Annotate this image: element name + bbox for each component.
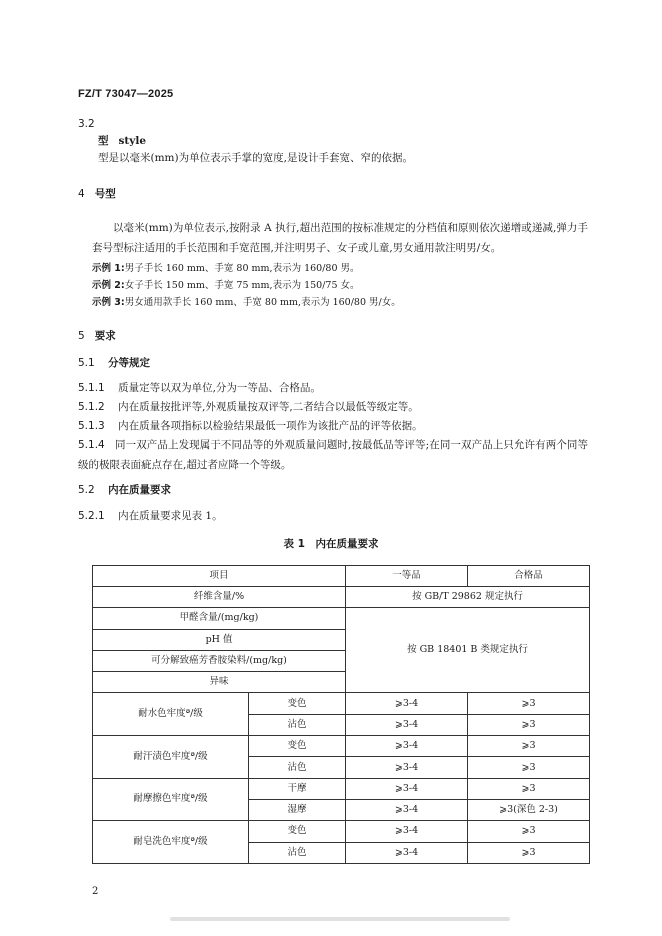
grade1-value: ⩾3-4 bbox=[346, 821, 468, 842]
term-definition: 型是以毫米(mm)为单位表示手掌的宽度,是设计手套宽、窄的依据。 bbox=[98, 152, 413, 164]
term-en: style bbox=[118, 135, 147, 147]
sub-item: 干摩 bbox=[249, 778, 346, 799]
section-5-2-heading bbox=[78, 482, 171, 498]
section-5-2-title: 内在质量要求 bbox=[108, 484, 172, 496]
section-5-1-heading bbox=[78, 355, 150, 371]
header-qualified: 合格品 bbox=[468, 566, 590, 587]
table-row bbox=[93, 736, 590, 757]
odor-item: 异味 bbox=[93, 672, 346, 693]
amine-dye-item: 可分解致癌芳香胺染料/(mg/kg) bbox=[93, 650, 346, 671]
ph-item: pH 值 bbox=[93, 629, 346, 650]
sub-item: 变色 bbox=[249, 821, 346, 842]
water-fastness-item: 耐水色牢度ª/级 bbox=[93, 693, 249, 736]
clause-number: 5.2.1 bbox=[78, 510, 105, 522]
grade1-value: ⩾3-4 bbox=[346, 714, 468, 735]
clause-text: 质量定等以双为单位,分为一等品、合格品。 bbox=[118, 382, 321, 394]
perspiration-fastness-item: 耐汗渍色牢度ª/级 bbox=[93, 736, 249, 779]
clause-text: 内在质量各项指标以检验结果最低一项作为该批产品的评等依据。 bbox=[118, 420, 423, 432]
clause-text: 内在质量要求见表 1。 bbox=[118, 510, 223, 522]
qualified-value: ⩾3 bbox=[468, 693, 590, 714]
section-5-1-number: 5.1 bbox=[78, 357, 95, 369]
clause-5-2-1 bbox=[78, 508, 223, 524]
qualified-value: ⩾3 bbox=[468, 714, 590, 735]
sub-item: 湿摩 bbox=[249, 799, 346, 820]
clause-text: 内在质量按批评等,外观质量按双评等,二者结合以最低等级定等。 bbox=[118, 401, 419, 413]
section-4-heading bbox=[78, 186, 116, 202]
grade1-value: ⩾3-4 bbox=[346, 736, 468, 757]
grade1-value: ⩾3-4 bbox=[346, 778, 468, 799]
clause-number: 5.1.2 bbox=[78, 401, 105, 413]
grade1-value: ⩾3-4 bbox=[346, 842, 468, 863]
grade1-value: ⩾3-4 bbox=[346, 757, 468, 778]
page-number: 2 bbox=[92, 886, 99, 897]
section-5-2-number: 5.2 bbox=[78, 484, 95, 496]
table-caption: 表 1 内在质量要求 bbox=[283, 538, 379, 550]
qualified-value: ⩾3 bbox=[468, 757, 590, 778]
example-label: 示例 3: bbox=[92, 297, 125, 308]
clause-5-1-4 bbox=[78, 435, 588, 475]
washing-fastness-item: 耐皂洗色牢度ª/级 bbox=[93, 821, 249, 864]
quality-requirements-table bbox=[92, 565, 590, 864]
table-row bbox=[93, 778, 590, 799]
example-text: 女子手长 150 mm、手宽 75 mm,表示为 150/75 女。 bbox=[124, 280, 360, 291]
section-4-paragraph: 以毫米(mm)为单位表示,按附录 A 执行,超出范围的按标准规定的分档值和原则依次递增或递减,弹力手套号型标注适用的手长范围和手宽范围,并注明男子、女子或儿童,男女通用款注明男/女。 bbox=[92, 222, 588, 254]
clause-5-1-1 bbox=[78, 380, 321, 396]
standard-code: FZ/T 73047—2025 bbox=[78, 88, 174, 100]
table-row bbox=[93, 693, 590, 714]
example-text: 男子手长 160 mm、手宽 80 mm,表示为 160/80 男。 bbox=[124, 263, 360, 274]
formaldehyde-item: 甲醛含量/(mg/kg) bbox=[93, 608, 346, 629]
sub-item: 变色 bbox=[249, 736, 346, 757]
qualified-value: ⩾3 bbox=[468, 736, 590, 757]
qualified-value: ⩾3 bbox=[468, 778, 590, 799]
sub-item: 沾色 bbox=[249, 757, 346, 778]
term-cn: 型 bbox=[98, 135, 109, 147]
fiber-item: 纤维含量/% bbox=[93, 587, 346, 608]
example-label: 示例 1: bbox=[92, 263, 125, 274]
rubbing-fastness-item: 耐摩擦色牢度ª/级 bbox=[93, 778, 249, 821]
sub-item: 变色 bbox=[249, 693, 346, 714]
header-item: 项目 bbox=[93, 566, 346, 587]
grade1-value: ⩾3-4 bbox=[346, 799, 468, 820]
example-3 bbox=[92, 294, 401, 308]
clause-5-1-3 bbox=[78, 418, 423, 434]
sub-item: 沾色 bbox=[249, 714, 346, 735]
example-2 bbox=[92, 277, 360, 291]
clause-number: 5.1.1 bbox=[78, 382, 105, 394]
section-4-number: 4 bbox=[78, 188, 85, 200]
example-1 bbox=[92, 260, 360, 274]
table-row bbox=[93, 821, 590, 842]
sub-item: 沾色 bbox=[249, 842, 346, 863]
clause-text: 同一双产品上发现属于不同品等的外观质量问题时,按最低品等评等;在同一双产品上只允许有两个同等级的极限表面疵点存在,超过者应降一个等级。 bbox=[78, 439, 589, 471]
section-3-2-number: 3.2 bbox=[78, 118, 95, 130]
qualified-value: ⩾3 bbox=[468, 821, 590, 842]
clause-number: 5.1.3 bbox=[78, 420, 105, 432]
table-row bbox=[93, 587, 590, 608]
table-row bbox=[93, 608, 590, 629]
fiber-value: 按 GB/T 29862 规定执行 bbox=[346, 587, 590, 608]
qualified-value: ⩾3(深色 2-3) bbox=[468, 799, 590, 820]
example-text: 男女通用款手长 160 mm、手宽 80 mm,表示为 160/80 男/女。 bbox=[124, 297, 401, 308]
section-5-number: 5 bbox=[78, 330, 85, 342]
gb18401-value: 按 GB 18401 B 类规定执行 bbox=[346, 608, 590, 693]
clause-5-1-2 bbox=[78, 399, 419, 415]
section-5-title: 要求 bbox=[94, 330, 116, 342]
term-heading bbox=[98, 133, 146, 149]
section-4-title: 号型 bbox=[94, 188, 116, 200]
blurred-footer-watermark bbox=[170, 914, 510, 924]
section-5-heading bbox=[78, 328, 116, 344]
qualified-value: ⩾3 bbox=[468, 842, 590, 863]
table-header-row bbox=[93, 566, 590, 587]
example-label: 示例 2: bbox=[92, 280, 125, 291]
grade1-value: ⩾3-4 bbox=[346, 693, 468, 714]
header-grade1: 一等品 bbox=[346, 566, 468, 587]
section-5-1-title: 分等规定 bbox=[108, 357, 151, 369]
clause-number: 5.1.4 bbox=[78, 439, 105, 451]
